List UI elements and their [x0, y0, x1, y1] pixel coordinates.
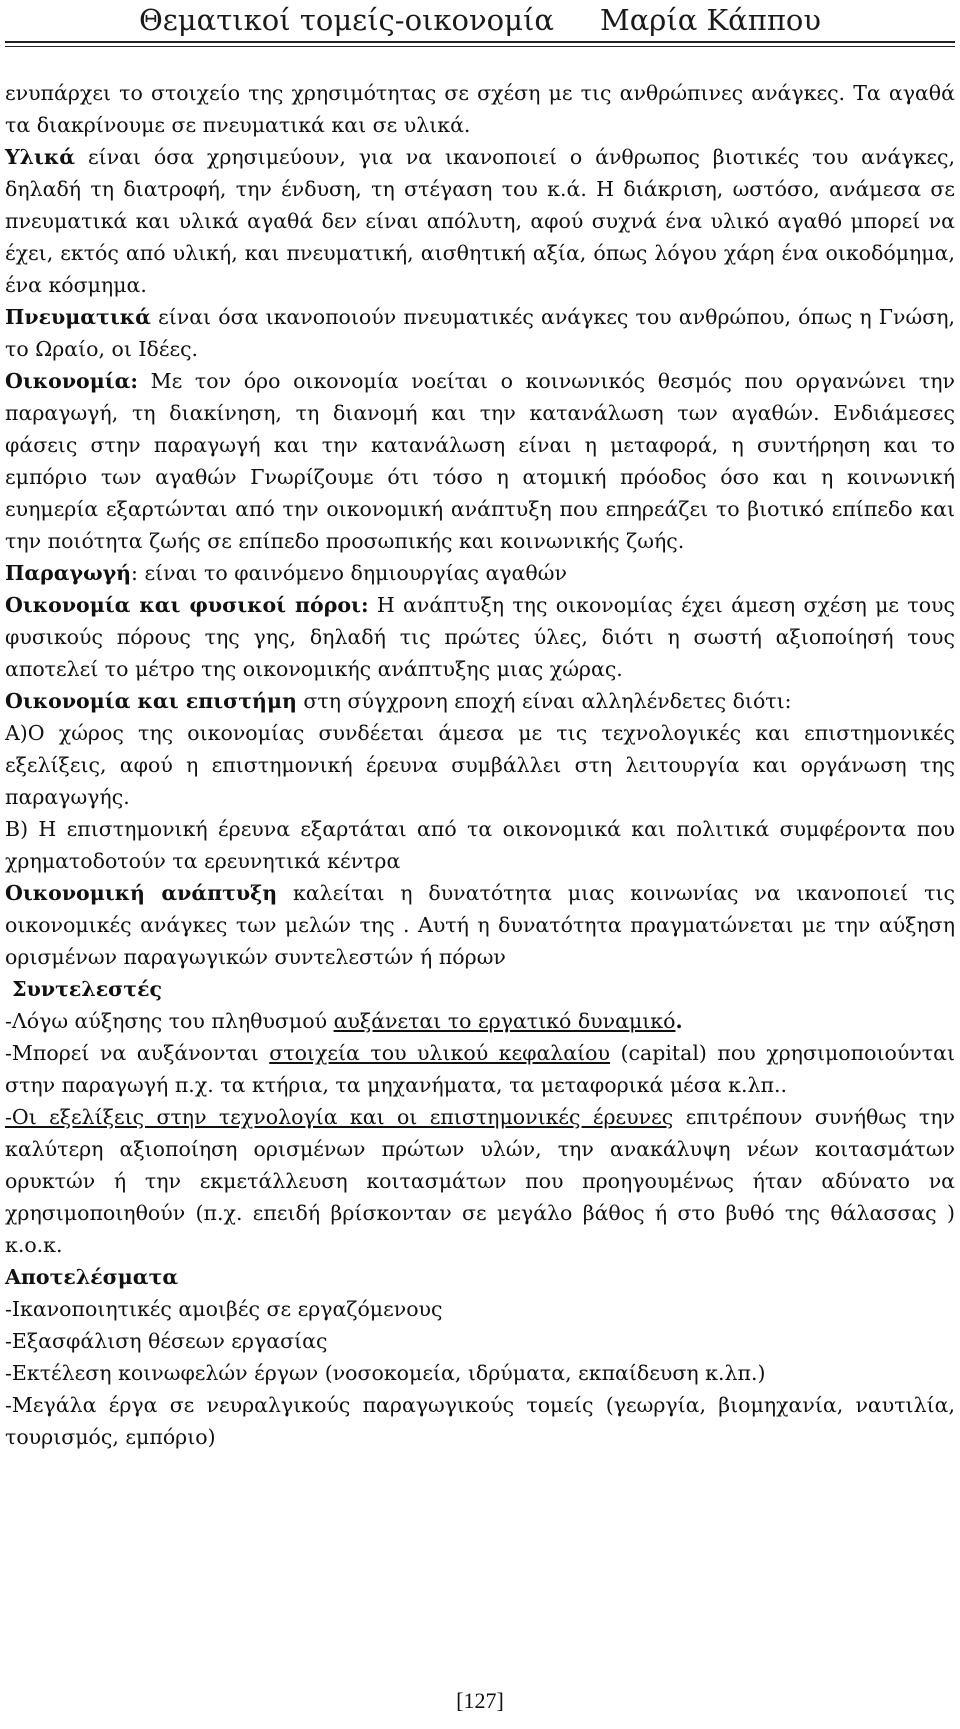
paragraph-intro: ενυπάρχει το στοιχείο της χρησιμότητας σε σχέση με τις ανθρώπινες ανάγκες. Τα αγαθά τα διακρίνουμε σε πνευματικά και σε υλικά. [5, 81, 955, 137]
paragraph-spiritual-goods: Πνευματικά είναι όσα ικανοποιούν πνευματικές ανάγκες του ανθρώπου, όπως η Γνώση, το Ωραίο, οι Ιδέες. [5, 305, 955, 361]
term-economic-growth: Οικονομική ανάπτυξη [5, 881, 278, 905]
paragraph-point-a: Α)Ο χώρος της οικονομίας συνδέεται άμεσα με τις τεχνολογικές και επιστημονικές εξελίξεις, αφού η επιστημονική έρευνα συμβάλλει στη λειτουργία και οργάνωση της παραγωγής. [5, 721, 955, 809]
term-material: Υλικά [5, 145, 76, 169]
term-economy: Οικονομία: [5, 369, 138, 393]
term-economy-science: Οικονομία και επιστήμη [5, 689, 297, 713]
body-text [5, 77, 955, 1453]
header-author: Μαρία Κάππου [600, 3, 821, 37]
header-rule-thick [5, 41, 955, 43]
heading-factors: Συντελεστές [5, 977, 163, 1001]
header-rule-thin [5, 46, 955, 47]
paragraph-science: Οικονομία και επιστήμη στη σύγχρονη εποχή είναι αλληλένδετες διότι: [5, 689, 792, 713]
paragraph-growth: Οικονομική ανάπτυξη καλείται η δυνατότητα μιας κοινωνίας να ικανοποιεί τις οικονομικές ανάγκες των μελών της . Αυτή η δυνατότητα πραγματώνεται με την αύξηση ορισμένων παραγωγικών συντελεστών ή πόρων [5, 881, 955, 969]
result-wages: -Ικανοποιητικές αμοιβές σε εργαζόμενους [5, 1297, 443, 1321]
paragraph-production: Παραγωγή: είναι το φαινόμενο δημιουργίας αγαθών [5, 561, 567, 585]
result-public-works: -Εκτέλεση κοινωφελών έργων (νοσοκομεία, ιδρύματα, εκπαίδευση κ.λπ.) [5, 1361, 766, 1385]
heading-results: Αποτελέσματα [5, 1265, 179, 1289]
paragraph-material-goods: Υλικά είναι όσα χρησιμεύουν, για να ικανοποιεί ο άνθρωπος βιοτικές του ανάγκες, δηλαδή τη διατροφή, την ένδυση, τη στέγαση του κ.ά. Η διάκριση, ωστόσο, ανάμεσα σε πνευματικά και υλικά αγαθά δεν είναι απόλυτη, αφού συχνά ένα υλικό αγαθό μπορεί να έχει, εκτός από υλική, και πνευματική, αισθητική αξία, όπως λόγου χάρη ένα οικοδόμημα, ένα κόσμημα. [5, 145, 955, 297]
paragraph-natural-resources: Οικονομία και φυσικοί πόροι: Η ανάπτυξη της οικονομίας έχει άμεση σχέση με τους φυσικούς πόρους της γης, δηλαδή τις πρώτες ύλες, διότι η σωστή αξιοποίησή τους αποτελεί το μέτρο της οικονομικής ανάπτυξης μιας χώρας. [5, 593, 955, 681]
term-production: Παραγωγή [5, 561, 132, 585]
term-natural-resources: Οικονομία και φυσικοί πόροι: [5, 593, 369, 617]
result-major-projects: -Μεγάλα έργα σε νευραλγικούς παραγωγικούς τομείς (γεωργία, βιομηχανία, ναυτιλία, τουρισμός, εμπόριο) [5, 1393, 955, 1449]
factor-population: -Λόγω αύξησης του πληθυσμού αυξάνεται το εργατικό δυναμικό. [5, 1009, 683, 1033]
paragraph-economy: Οικονομία: Με τον όρο οικονομία νοείται ο κοινωνικός θεσμός που οργανώνει την παραγωγή, τη διακίνηση, τη διανομή και την κατανάλωση των αγαθών. Ενδιάμεσες φάσεις στην παραγωγή και την κατανάλωση είναι η μεταφορά, η συντήρηση και το εμπόριο των αγαθών Γνωρίζουμε ότι τόσο η ατομική πρόοδος όσο και η κοινωνική ευημερία εξαρτώνται από την οικονομική ανάπτυξη που επηρεάζει το βιοτικό επίπεδο και την ποιότητα ζωής σε επίπεδο προσωπικής και κοινωνικής ζωής. [5, 369, 955, 553]
page-number: [127] [456, 1688, 504, 1713]
factor-technology: -Οι εξελίξεις στην τεχνολογία και οι επιστημονικές έρευνες επιτρέπουν συνήθως την καλύτερη αξιοποίηση ορισμένων πρώτων υλών, την ανακάλυψη νέων κοιτασμάτων ορυκτών ή την εκμετάλλευση κοιτασμάτων που προηγουμένως ήταν αδύνατο να χρησιμοποιηθούν (π.χ. επειδή βρίσκονταν σε μεγάλο βάθος ή στο βυθό της θάλασσας ) κ.ο.κ. [5, 1105, 955, 1257]
paragraph-point-b: Β) Η επιστημονική έρευνα εξαρτάται από τα οικονομικά και πολιτικά συμφέροντα που χρηματοδοτούν τα ερευνητικά κέντρα [5, 817, 955, 873]
factor-capital: -Μπορεί να αυξάνονται στοιχεία του υλικού κεφαλαίου (capital) που χρησιμοποιούνται στην παραγωγή π.χ. τα κτήρια, τα μηχανήματα, τα μεταφορικά μέσα κ.λπ.. [5, 1041, 955, 1097]
term-spiritual: Πνευματικά [5, 305, 151, 329]
header-title: Θεματικοί τομείς-οικονομία [139, 3, 554, 37]
running-header [0, 0, 960, 44]
result-jobs: -Εξασφάλιση θέσεων εργασίας [5, 1329, 328, 1353]
